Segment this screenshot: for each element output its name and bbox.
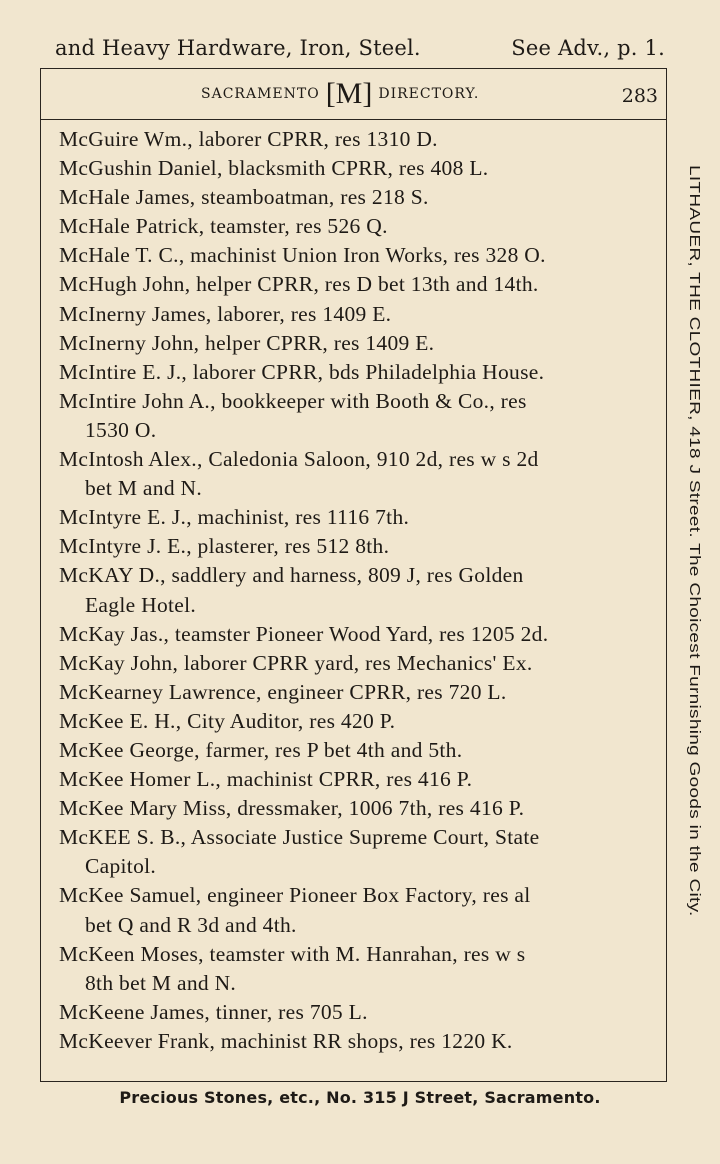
footer-advertisement: Precious Stones, etc., No. 315 J Street, Sacramento. bbox=[119, 1088, 601, 1107]
header-city: SACRAMENTO bbox=[201, 86, 320, 102]
directory-entry bbox=[59, 445, 659, 503]
entry-line: McKAY D., saddlery and harness, 809 J, res Golden bbox=[59, 563, 524, 588]
entry-line: McHale T. C., machinist Union Iron Works, res 328 O. bbox=[59, 243, 546, 268]
directory-entry bbox=[59, 300, 659, 329]
entry-line: McKee Samuel, engineer Pioneer Box Factory, res al bbox=[59, 883, 531, 908]
running-head-left: and Heavy Hardware, Iron, Steel. bbox=[55, 36, 421, 60]
directory-entries bbox=[59, 125, 659, 1056]
entry-continuation: Capitol. bbox=[85, 854, 157, 879]
entry-line: McGuire Wm., laborer CPRR, res 1310 D. bbox=[59, 127, 438, 151]
entry-line: McInerny John, helper CPRR, res 1409 E. bbox=[59, 330, 435, 355]
directory-entry bbox=[59, 125, 659, 154]
entry-line: McHale James, steamboatman, res 218 S. bbox=[59, 185, 429, 210]
running-head bbox=[55, 36, 665, 60]
entry-line: McInerny James, laborer, res 1409 E. bbox=[59, 301, 392, 326]
directory-entry bbox=[59, 998, 659, 1027]
directory-entry bbox=[59, 329, 659, 358]
entry-continuation: Eagle Hotel. bbox=[85, 592, 197, 617]
entry-line: McKay John, laborer CPRR yard, res Mechanics' Ex. bbox=[59, 650, 533, 675]
entry-line: McKearney Lawrence, engineer CPRR, res 720 L. bbox=[59, 679, 507, 704]
directory-entry bbox=[59, 823, 659, 881]
entry-line: McKee George, farmer, res P bet 4th and 5th. bbox=[59, 737, 463, 762]
entry-line: McIntosh Alex., Caledonia Saloon, 910 2d, res w s 2d bbox=[59, 447, 539, 472]
entry-line: McIntire John A., bookkeeper with Booth & Co., res bbox=[59, 388, 527, 413]
entry-continuation: 8th bet M and N. bbox=[85, 970, 237, 995]
directory-entry bbox=[59, 794, 659, 823]
directory-entry bbox=[59, 707, 659, 736]
entry-line: McKeene James, tinner, res 705 L. bbox=[59, 999, 368, 1024]
directory-entry bbox=[59, 387, 659, 445]
directory-entry bbox=[59, 358, 659, 387]
directory-entry bbox=[59, 649, 659, 678]
entry-line: McIntyre E. J., machinist, res 1116 7th. bbox=[59, 505, 410, 530]
page-frame bbox=[40, 68, 667, 1082]
directory-entry bbox=[59, 154, 659, 183]
directory-entry bbox=[59, 736, 659, 765]
entry-line: McIntyre J. E., plasterer, res 512 8th. bbox=[59, 534, 390, 559]
entry-line: McIntire E. J., laborer CPRR, bds Philadelphia House. bbox=[59, 359, 545, 384]
directory-entry bbox=[59, 765, 659, 794]
directory-entry bbox=[59, 270, 659, 299]
entry-line: McGushin Daniel, blacksmith CPRR, res 408 L. bbox=[59, 156, 489, 181]
directory-entry bbox=[59, 1027, 659, 1056]
entry-continuation: bet M and N. bbox=[85, 476, 203, 501]
entry-line: McKeen Moses, teamster with M. Hanrahan, res w s bbox=[59, 941, 526, 966]
directory-entry bbox=[59, 881, 659, 939]
entry-continuation: 1530 O. bbox=[85, 417, 157, 442]
entry-line: McKeever Frank, machinist RR shops, res 1220 K. bbox=[59, 1028, 513, 1053]
header-letter: [M] bbox=[325, 77, 373, 110]
side-advertisement: LITHAUER, THE CLOTHIER, 418 J Street. The Choicest Furnishing Goods in the City. bbox=[686, 165, 703, 917]
directory-entry bbox=[59, 561, 659, 619]
directory-entry bbox=[59, 503, 659, 532]
directory-entry bbox=[59, 212, 659, 241]
directory-entry bbox=[59, 620, 659, 649]
header-title: DIRECTORY. bbox=[378, 86, 480, 102]
page-header bbox=[41, 69, 666, 120]
entry-line: McKee Mary Miss, dressmaker, 1006 7th, res 416 P. bbox=[59, 796, 525, 821]
directory-entry bbox=[59, 241, 659, 270]
entry-continuation: bet Q and R 3d and 4th. bbox=[85, 912, 297, 937]
page-number: 283 bbox=[621, 85, 658, 107]
running-head-right: See Adv., p. 1. bbox=[511, 36, 665, 60]
directory-entry bbox=[59, 678, 659, 707]
entry-line: McKay Jas., teamster Pioneer Wood Yard, res 1205 2d. bbox=[59, 621, 549, 646]
directory-entry bbox=[59, 183, 659, 212]
entry-line: McKee Homer L., machinist CPRR, res 416 P. bbox=[59, 767, 473, 792]
entry-line: McHale Patrick, teamster, res 526 Q. bbox=[59, 214, 388, 239]
directory-entry bbox=[59, 940, 659, 998]
entry-line: McKEE S. B., Associate Justice Supreme Court, State bbox=[59, 825, 540, 850]
entry-line: McKee E. H., City Auditor, res 420 P. bbox=[59, 708, 396, 733]
entry-line: McHugh John, helper CPRR, res D bet 13th and 14th. bbox=[59, 272, 539, 297]
directory-entry bbox=[59, 532, 659, 561]
